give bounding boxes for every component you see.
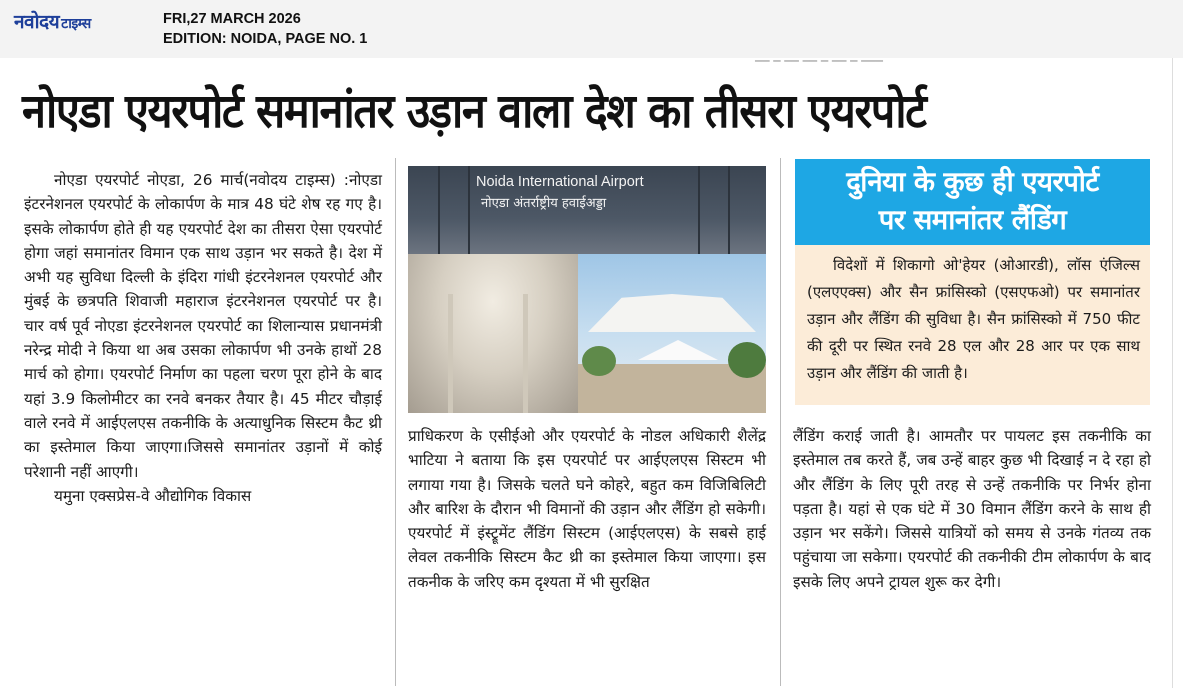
article-headline: नोएडा एयरपोर्ट समानांतर उड़ान वाला देश का तीसरा एयरपोर्ट [22, 84, 926, 139]
sidebox-heading [795, 159, 1150, 245]
edition-page: EDITION: NOIDA, PAGE NO. 1 [163, 31, 368, 47]
page-edge [1172, 58, 1183, 688]
logo-sub-text: टाइम्स [61, 16, 91, 32]
issue-date: FRI,27 MARCH 2026 [163, 11, 301, 27]
logo-main-text: नवोदय [14, 11, 60, 33]
article-paragraph: यमुना एक्सप्रेस-वे औद्योगिक विकास [54, 486, 252, 505]
news-clipping [0, 58, 1172, 688]
sidebox-title-line: दुनिया के कुछ ही एयरपोर्ट [846, 166, 1099, 198]
sidebox-title-line: पर समानांतर लैंडिंग [878, 204, 1067, 236]
cropped-text-fragment: ── ─ ── ── ─ ── ─ ─── [755, 58, 883, 68]
article-paragraph: नोएडा एयरपोर्ट नोएडा, 26 मार्च(नवोदय टाइम्स) :नोएडा इंटरनेशनल एयरपोर्ट के लोकार्पण के मात्र 48 घंटे शेष रह गए है। इसके लोकार्पण होते ही यह एयरपोर्ट देश का तीसरा ऐसा एयरपोर्ट होगा जहां समानांतर विमान एक साथ उड़ान भर सकते है। देश में अभी यह सुविधा दिल्ली के इंदिरा गांधी इंटरनेशनल एयरपोर्ट और मुंबई के छत्रपति शिवाजी महाराज इंटरनेशनल एयरपोर्ट पर है। चार वर्ष पूर्व नोएडा इंटरनेशनल एयरपोर्ट का शिलान्यास प्रधानमंत्री नरेन्द्र मोदी ने किया था अब उसका लोकार्पण भी उनके हाथों 28 मार्च को होगा। एयरपोर्ट निर्माण का पहला चरण पूरा होने के बाद यहां 3.9 किलोमीटर का रनवे बनकर तैयार है। 45 मीटर चौड़ाई वाले रनवे में आईएलएस तकनीकि के अत्याधुनिक सिस्टम कैट थ्री का इस्तेमाल किया जाएगा।जिससे समानांतर उड़ानों में कोई परेशानी नहीं आएगी। [24, 171, 382, 481]
article-paragraph: प्राधिकरण के एसीईओ और एयरपोर्ट के नोडल अधिकारी शैलेंद्र भाटिया ने बताया कि इस एयरपोर्ट पर आईएलएस सिस्टम भी लगाया गया है। जिसके चलते घने कोहरे, बहुत कम विजिबिलिटी और बारिश के दौरान भी विमानों की उड़ान और लैंडिंग हो सकेगी। एयरपोर्ट में इंस्ट्रूमेंट लैंडिंग सिस्टम (आईएलएस) के सबसे हाई लेवल तकनीकि सिस्टम कैट थ्री का इस्तेमाल किया जाएगा। इस तकनीक के जरिए कम दृश्यता में भी सुरक्षित [408, 427, 766, 591]
airport-sign-english: Noida International Airport [476, 174, 644, 190]
sidebox-text: विदेशों में शिकागो ओ'हेयर (ओआरडी), लॉस एंजिल्स (एलएएक्स) और सैन फ्रांसिस्को (एसएफओ) पर समानांतर उड़ान और लैंडिंग की सुविधा है। सैन फ्रांसिस्को में 750 फीट की दूरी पर स्थित रनवे 28 एल और 28 आर पर एक साथ उड़ान और लैंडिंग की जाती है। [807, 256, 1140, 382]
article-paragraph: लैंडिंग कराई जाती है। आमतौर पर पायलट इस तकनीकि का इस्तेमाल तब करते हैं, जब उन्हें बाहर कुछ भी दिखाई न दे रहा हो और लैंडिंग के लिए पूरी तरह से उन्हें तकनीकि पर निर्भर होना पड़ता है। यहां से एक घंटे में 30 विमान लैंडिंग करने के साथ ही उड़ान भर सकेंगे। जिससे यात्रियों को समय से उनके गंतव्य तक पहुंचाया जा सकेगा। एयरपोर्ट की तकनीकी टीम लोकार्पण के बाद इसके लिए अपने ट्रायल शुरू कर देगी। [793, 427, 1151, 591]
airport-photo-collage [408, 166, 766, 413]
terminal-interior-photo [408, 254, 578, 413]
masthead-bar [0, 0, 1183, 58]
edition-info [163, 9, 367, 49]
column-divider [395, 158, 396, 686]
article-column-3 [793, 424, 1151, 594]
sidebox-body [795, 245, 1150, 405]
column-divider [780, 158, 781, 686]
airport-sign-hindi: नोएडा अंतर्राष्ट्रीय हवाईअड्डा [481, 196, 607, 211]
article-column-2 [408, 424, 766, 594]
newspaper-logo[interactable] [14, 8, 91, 34]
airport-signage-photo [408, 166, 766, 254]
terminal-exterior-photo [578, 254, 766, 413]
article-column-1 [24, 168, 382, 508]
